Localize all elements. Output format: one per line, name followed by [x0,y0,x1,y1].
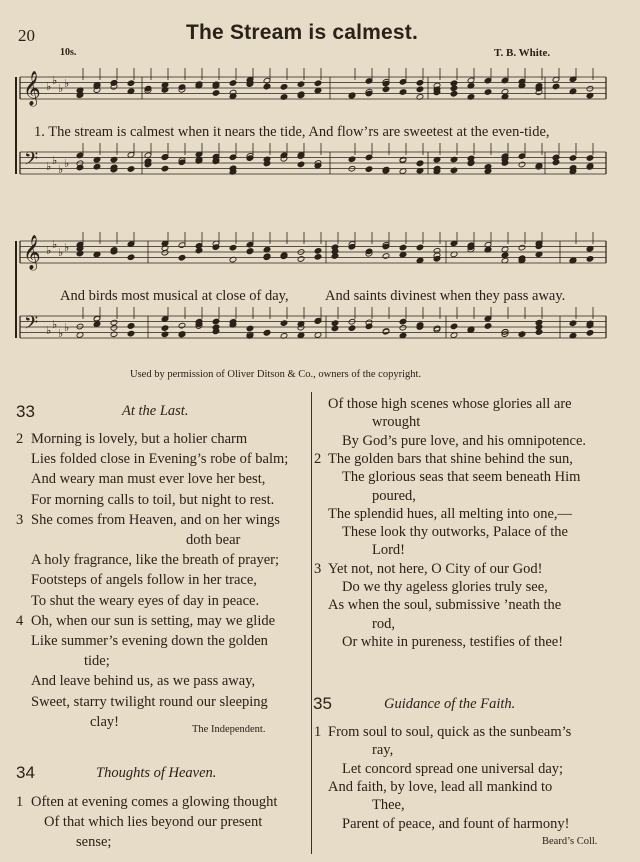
verse-number: 2 [314,450,322,467]
verse-line: Parent of peace, and fount of harmony! [342,815,570,832]
verse-line: Let concord spread one universal day; [342,760,564,777]
verse-line: sense; [76,833,112,850]
hymn-35-title: Guidance of the Faith. [384,696,516,712]
verse-line: Lord! [372,542,406,559]
column-divider [311,392,312,854]
verse-line: Thee, [372,797,405,814]
verse-number: 2 [16,431,24,447]
lyric-line-2a: And birds most musical at close of day, [60,288,289,304]
svg-text:♭: ♭ [58,327,64,340]
hymn-meter: 10s. [60,47,77,58]
verse-line: Of those high scenes whose glories all are [328,396,572,412]
svg-text:♭: ♭ [46,244,52,257]
verse-line: And weary man must ever love her best, [31,471,266,488]
hymn-34-title: Thoughts of Heaven. [96,765,217,781]
lyric-line-2b: And saints divinest when they pass away. [325,288,566,304]
verse-line: The golden bars that shine behind the sun, [328,450,573,467]
svg-text:♭: ♭ [64,157,70,170]
verse-line: And faith, by love, lead all mankind to [328,778,553,795]
verse-line: She comes from Heaven, and on her wings [31,511,280,528]
svg-text:𝄞: 𝄞 [23,235,41,270]
verse-line: Or white in pureness, testifies of thee! [342,633,564,650]
verse-line: Do we thy ageless glories truly see, [342,579,548,595]
verse-line: Yet not, not here, O City of our God! [328,560,543,577]
verse-line: Footsteps of angels follow in her trace, [31,572,257,589]
verse-line: doth bear [186,532,241,548]
lyric-line-1: 1. The stream is calmest when it nears the tide, And flow’rs are sweetest at the even-tide, [34,124,550,140]
verse-line: From soul to soul, quick as the sunbeam’s [328,724,572,740]
verse-line: Of that which lies beyond our present [44,813,263,830]
svg-text:♭: ♭ [46,160,52,173]
hymn-33-title: At the Last. [122,403,189,419]
verse-line: wrought [372,414,421,431]
svg-text:𝄞: 𝄞 [23,71,41,106]
hymn-author: T. B. White. [494,47,551,59]
svg-text:♭: ♭ [46,324,52,337]
svg-text:♭: ♭ [58,246,64,259]
svg-text:♭: ♭ [64,77,70,90]
verse-line: Lies folded close in Evening’s robe of balm; [31,451,289,468]
verse-line: tide; [84,653,110,670]
svg-text:𝄢: 𝄢 [24,313,39,338]
verse-line: clay! [90,713,119,730]
verse-line: The splendid hues, all melting into one,— [328,505,573,522]
verse-line: ray, [372,742,394,759]
verse-number: 3 [314,560,322,577]
hymn-34-number: 34 [16,763,35,782]
verse-line: These look thy outworks, Palace of the [342,524,568,541]
verse-number: 4 [16,612,24,629]
hymn-33-source: The Independent. [192,724,266,735]
svg-text:♭: ♭ [52,318,58,331]
svg-text:♭: ♭ [64,321,70,334]
svg-text:♭: ♭ [58,163,64,176]
verse-line: Often at evening comes a glowing thought [31,794,278,810]
verse-line: Morning is lovely, but a holier charm [31,431,248,447]
svg-text:♭: ♭ [52,238,58,251]
verse-line: By God’s pure love, and his omnipotence. [342,432,587,449]
svg-text:♭: ♭ [52,154,58,167]
svg-text:♭: ♭ [58,82,64,95]
verse-line: rod, [372,615,395,632]
permission-note: Used by permission of Oliver Ditson & Co., owners of the copyright. [130,369,422,380]
hymn-35-source: Beard’s Coll. [542,836,598,847]
verse-number: 1 [16,794,24,810]
svg-text:♭: ♭ [52,74,58,87]
svg-text:♭: ♭ [64,241,70,254]
hymn-title: The Stream is calmest. [186,21,419,44]
svg-text:𝄢: 𝄢 [24,149,39,174]
verse-line: As when the soul, submissive ’neath the [328,597,562,614]
hymn-33-number: 33 [16,402,35,421]
hymn-35-number: 35 [313,694,332,713]
verse-line: poured, [372,487,416,504]
verse-line: And leave behind us, as we pass away, [31,673,256,690]
verse-line: To shut the weary eyes of day in peace. [31,592,260,609]
verse-line: The glorious seas that seem beneath Him [342,469,581,486]
verse-line: Like summer’s evening down the golden [31,633,268,649]
verse-line: For morning calls to toil, but night to rest. [31,491,275,508]
verse-line: A holy fragrance, like the breath of prayer; [31,552,280,569]
verse-number: 1 [314,724,322,740]
verse-line: Oh, when our sun is setting, may we glide [31,612,276,629]
music-system-1 [0,60,640,260]
svg-text:♭: ♭ [46,80,52,93]
page-number: 20 [18,26,35,45]
verse-line: Sweet, starry twilight round our sleeping [31,693,268,710]
verse-number: 3 [16,511,24,528]
